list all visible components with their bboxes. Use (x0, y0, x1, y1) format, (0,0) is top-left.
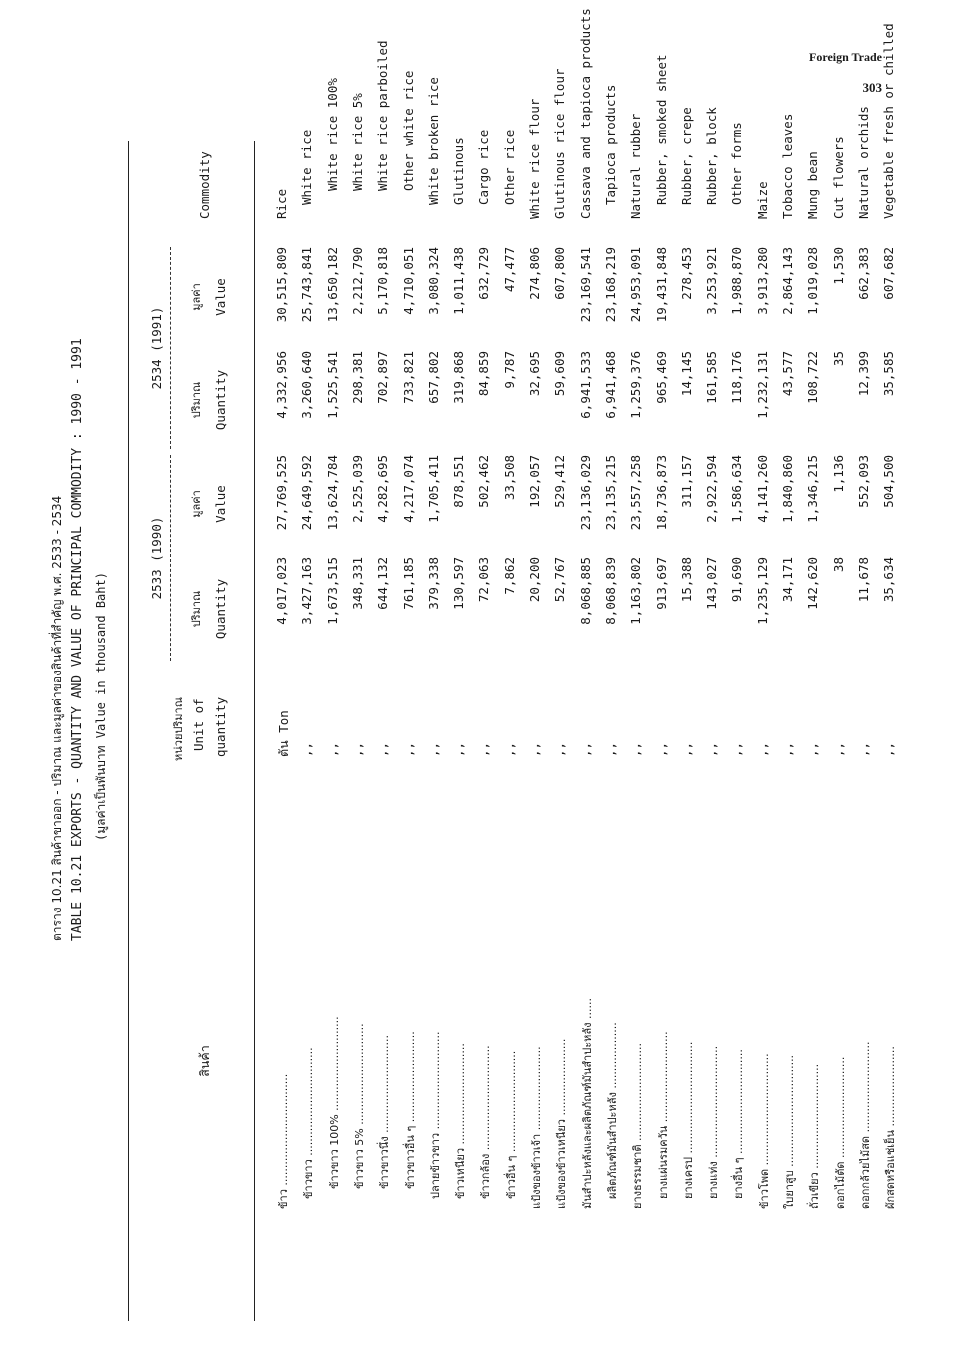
quantity-1990-cell: 1,163,802 (628, 557, 644, 625)
value-1990-cell: 18,736,873 (653, 455, 669, 531)
table-unit-note: (มูลค่าเป็นพันบาท Value in thousand Baht) (94, 572, 108, 841)
quantity-1991-cell: 657,802 (425, 351, 441, 404)
header-year-1991: 2534 (1991) (149, 306, 164, 390)
quantity-1991-cell: 298,381 (349, 351, 365, 404)
section-label: Foreign Trade (809, 50, 882, 64)
commodity-english-cell: White rice parboiled (375, 40, 391, 191)
value-1990-cell: 1,586,634 (729, 455, 745, 523)
value-1991-cell: 607,800 (552, 247, 568, 300)
unit-cell: ,, (729, 741, 745, 757)
table-row (624, 0, 649, 1361)
table-row (599, 0, 624, 1361)
quantity-1990-cell: 8,068,885 (577, 557, 593, 625)
quantity-1991-cell: 965,469 (653, 351, 669, 404)
table-row (472, 0, 497, 1361)
quantity-1990-cell: 11,678 (855, 557, 871, 603)
quantity-1991-cell: 1,259,376 (628, 351, 644, 419)
value-1990-cell: 1,136 (830, 455, 846, 493)
quantity-1991-cell: 32,695 (527, 351, 542, 397)
value-1990-cell: 1,840,860 (780, 455, 795, 523)
value-1991-cell: 1,011,438 (451, 247, 467, 315)
value-1990-cell: 13,624,784 (324, 455, 340, 531)
rule-1991 (170, 247, 171, 449)
table-row (321, 0, 346, 1361)
unit-cell: ,, (349, 741, 365, 757)
value-1990-cell: 24,649,592 (299, 455, 315, 531)
unit-cell: ,, (324, 741, 340, 757)
table-row (675, 0, 700, 1361)
quantity-1990-cell: 1,235,129 (754, 557, 770, 625)
quantity-1991-cell: 84,859 (476, 351, 492, 397)
commodity-thai-cell: ข้าวขาวนึ่ง ............................ (378, 1034, 392, 1189)
quantity-1991-cell: 59,609 (552, 351, 568, 397)
commodity-thai-cell: ข้าวขาว 5% ............................. (352, 1023, 366, 1189)
commodity-thai-cell: ยางธรรมชาติ ............................ (631, 1043, 645, 1209)
unit-cell: ,, (375, 741, 391, 757)
header-value-1991: Value (213, 278, 228, 316)
table-row (371, 0, 396, 1361)
quantity-1991-cell: 161,585 (704, 351, 720, 404)
commodity-english-cell: White rice 100% (324, 78, 340, 191)
quantity-1991-cell: 43,577 (780, 351, 795, 397)
unit-cell: ,, (527, 741, 542, 757)
quantity-1991-cell: 6,941,468 (602, 351, 618, 419)
unit-cell: ,, (855, 741, 871, 757)
commodity-english-cell: Other forms (729, 122, 745, 205)
unit-cell: ,, (754, 741, 770, 757)
value-1991-cell: 23,169,541 (577, 247, 593, 323)
commodity-english-cell: White rice 5% (349, 93, 365, 191)
quantity-1990-cell: 379,338 (425, 557, 441, 610)
table-row (397, 0, 422, 1361)
quantity-1991-cell: 118,176 (729, 351, 745, 404)
header-rule (254, 141, 255, 1321)
commodity-thai-cell: ข้าวขาว ............................... (302, 1047, 316, 1199)
table-row (751, 0, 776, 1361)
commodity-thai-cell: ดอกกล้วยไม้สด .......................... (858, 1041, 872, 1209)
value-1990-cell: 504,500 (881, 455, 897, 508)
value-1991-cell: 13,650,182 (324, 247, 340, 323)
commodity-thai-cell: ข้าว ................................ (277, 1073, 290, 1209)
quantity-1991-cell: 9,787 (501, 351, 517, 389)
value-1990-cell: 1,346,215 (805, 455, 821, 523)
quantity-1990-cell: 72,063 (476, 557, 492, 603)
commodity-english-cell: Vegetable fresh or chilled (881, 23, 897, 219)
value-1990-cell: 4,282,695 (375, 455, 391, 523)
header-quantity-1990: Quantity (213, 578, 228, 640)
quantity-1990-cell: 15,388 (678, 557, 694, 603)
header-unit-thai: หน่วยปริมาณ (172, 697, 185, 761)
table-row (422, 0, 447, 1361)
table-row (346, 0, 371, 1361)
quantity-1990-cell: 20,200 (527, 557, 542, 603)
commodity-english-cell: Tobacco leaves (780, 113, 795, 219)
value-1991-cell: 607,682 (881, 247, 897, 300)
value-1991-cell: 5,170,818 (375, 247, 391, 315)
commodity-english-cell: Glutinous rice flour (552, 68, 568, 219)
commodity-english-cell: White broken rice (425, 77, 441, 205)
value-1991-cell: 25,743,841 (299, 247, 315, 323)
table-row (270, 0, 295, 1361)
value-1991-cell: 47,477 (501, 247, 517, 293)
value-1990-cell: 878,551 (451, 455, 467, 508)
value-1990-cell: 23,135,215 (602, 455, 618, 531)
commodity-thai-cell: แป้งของข้าวเหนียว ...................... (555, 1038, 569, 1209)
unit-cell: ,, (602, 741, 618, 757)
commodity-thai-cell: ข้าวขาวอื่น ๆ .......................... (403, 1031, 417, 1189)
commodity-thai-cell: ผักสดหรือแช่เย็น ....................... (884, 1046, 898, 1209)
quantity-1990-cell: 3,427,163 (299, 557, 315, 625)
unit-cell: ,, (299, 741, 315, 757)
value-1991-cell: 274,806 (527, 247, 542, 300)
commodity-thai-cell: ข้าวอื่น ๆ ............................. (504, 1050, 518, 1199)
commodity-thai-cell: ยางเครป ................................ (681, 1041, 695, 1199)
quantity-1990-cell: 52,767 (552, 557, 568, 603)
value-1990-cell: 33,508 (501, 455, 517, 501)
unit-cell: ,, (400, 741, 416, 757)
quantity-1990-cell: 130,597 (451, 557, 467, 610)
table-row (498, 0, 523, 1361)
value-1991-cell: 4,710,051 (400, 247, 416, 315)
quantity-1991-cell: 14,145 (678, 351, 694, 397)
header-year-1990: 2533 (1990) (149, 516, 164, 600)
value-1990-cell: 2,525,039 (349, 455, 365, 523)
quantity-1990-cell: 8,068,839 (602, 557, 618, 625)
value-1991-cell: 1,530 (830, 247, 846, 285)
unit-cell: ,, (805, 741, 821, 757)
commodity-thai-cell: ข้าวเหนียว ............................. (454, 1043, 468, 1199)
value-1991-cell: 2,864,143 (780, 247, 795, 315)
value-1991-cell: 278,453 (678, 247, 694, 300)
quantity-1990-cell: 1,673,515 (324, 557, 340, 625)
value-1991-cell: 19,431,848 (653, 247, 669, 323)
table-row (801, 0, 826, 1361)
quantity-1991-cell: 108,722 (805, 351, 821, 404)
value-1991-cell: 632,729 (476, 247, 492, 300)
quantity-1991-cell: 319,868 (451, 351, 467, 404)
value-1990-cell: 192,057 (527, 455, 542, 508)
table-row (548, 0, 573, 1361)
value-1991-cell: 2,212,790 (349, 247, 365, 315)
header-quantity-thai-1990: ปริมาณ (190, 590, 203, 628)
table-row (700, 0, 725, 1361)
quantity-1991-cell: 1,232,131 (754, 351, 770, 419)
table-title-english: TABLE 10.21 EXPORTS - QUANTITY AND VALUE OF PRINCIPAL COMMODITY : 1990 - 1991 (70, 338, 85, 941)
commodity-english-cell: Mung bean (805, 151, 821, 219)
unit-cell: ,, (678, 741, 694, 757)
quantity-1991-cell: 12,399 (855, 351, 871, 397)
commodity-english-cell: White rice flour (527, 98, 542, 219)
unit-cell: ,, (501, 741, 517, 757)
quantity-1991-cell: 1,525,541 (324, 351, 340, 419)
table-row (447, 0, 472, 1361)
value-1991-cell: 24,953,091 (628, 247, 644, 323)
quantity-1990-cell: 644,132 (375, 557, 391, 610)
quantity-1990-cell: 35,634 (881, 557, 897, 603)
commodity-thai-cell: ยางแผ่นรมควัน .......................... (656, 1031, 670, 1199)
quantity-1991-cell: 702,897 (375, 351, 391, 404)
value-1991-cell: 23,168,219 (602, 247, 618, 323)
value-1990-cell: 529,412 (552, 455, 568, 508)
top-rule (128, 141, 129, 1321)
commodity-english-cell: Cut flowers (830, 136, 846, 219)
commodity-english-cell: Rice (274, 188, 289, 219)
quantity-1991-cell: 35 (830, 351, 846, 367)
table-row (574, 0, 599, 1361)
quantity-1991-cell: 3,260,640 (299, 351, 315, 419)
quantity-1991-cell: 35,585 (881, 351, 897, 397)
table-row (852, 0, 877, 1361)
table-row (523, 0, 548, 1361)
unit-cell: ,, (628, 741, 644, 757)
quantity-1990-cell: 913,697 (653, 557, 669, 610)
header-quantity-thai-1991: ปริมาณ (190, 381, 203, 419)
header-commodity-thai: สินค้า (197, 1045, 212, 1077)
unit-cell: ตัน Ton (276, 710, 291, 757)
unit-cell: ,, (780, 741, 795, 757)
commodity-english-cell: Other rice (501, 129, 517, 205)
unit-cell: ,, (476, 741, 492, 757)
commodity-english-cell: Tapioca products (602, 84, 618, 205)
quantity-1990-cell: 91,690 (729, 557, 745, 603)
commodity-thai-cell: มันสำปะหลังและผลิตภัณฑ์มันสำปะหลัง ...... (580, 998, 594, 1209)
rule-1990 (170, 455, 171, 661)
commodity-thai-cell: แป้งของข้าวเจ้า ........................ (530, 1046, 543, 1209)
quantity-1990-cell: 143,027 (704, 557, 720, 610)
header-value-thai-1991: มูลค่า (190, 283, 203, 311)
value-1991-cell: 30,515,809 (274, 247, 289, 323)
value-1991-cell: 662,383 (855, 247, 871, 300)
commodity-thai-cell: ผลิตภัณฑ์มันสำปะหลัง ................... (605, 1022, 619, 1199)
table-row (776, 0, 801, 1361)
table-title-thai: ตาราง 10.21 สินค้าขาออก - ปริมาณ และมูลค่าของสินค้าที่สำคัญ พ.ศ. 2533 - 2534 (50, 495, 64, 941)
commodity-english-cell: Natural orchids (855, 106, 871, 219)
commodity-thai-cell: ยางแท่ง ................................ (707, 1045, 721, 1199)
quantity-1990-cell: 348,331 (349, 557, 365, 610)
quantity-1990-cell: 34,171 (780, 557, 795, 603)
commodity-thai-cell: ข้าวโพด ................................ (757, 1053, 771, 1209)
unit-cell: ,, (577, 741, 593, 757)
quantity-1990-cell: 142,620 (805, 557, 821, 610)
commodity-english-cell: Rubber, crepe (678, 107, 694, 205)
table-row (725, 0, 750, 1361)
value-1991-cell: 3,253,921 (704, 247, 720, 315)
page-number: 303 (862, 80, 882, 95)
unit-cell: ,, (425, 741, 441, 757)
value-1990-cell: 23,557,258 (628, 455, 644, 531)
value-1990-cell: 311,157 (678, 455, 694, 508)
value-1991-cell: 3,080,324 (425, 247, 441, 315)
value-1990-cell: 27,769,525 (274, 455, 289, 531)
commodity-english-cell: Cassava and tapioca products (577, 8, 593, 219)
value-1990-cell: 2,922,594 (704, 455, 720, 523)
unit-cell: ,, (881, 741, 897, 757)
commodity-english-cell: Rubber, smoked sheet (653, 54, 669, 205)
table-row (877, 0, 902, 1361)
value-1991-cell: 1,019,028 (805, 247, 821, 315)
header-value-thai-1990: มูลค่า (190, 490, 203, 518)
table-row (295, 0, 320, 1361)
quantity-1991-cell: 733,821 (400, 351, 416, 404)
value-1990-cell: 4,141,260 (754, 455, 770, 523)
table-row (650, 0, 675, 1361)
unit-cell: ,, (552, 741, 568, 757)
value-1991-cell: 3,913,280 (754, 247, 770, 315)
commodity-thai-cell: ใบยาสูบ ................................ (783, 1054, 796, 1209)
quantity-1990-cell: 38 (830, 557, 846, 573)
quantity-1991-cell: 6,941,533 (577, 351, 593, 419)
commodity-thai-cell: ข้าวขาว 100% ........................... (327, 1016, 341, 1189)
table-row (827, 0, 852, 1361)
unit-cell: ,, (653, 741, 669, 757)
quantity-1990-cell: 4,017,023 (274, 557, 289, 625)
unit-cell: ,, (451, 741, 467, 757)
commodity-thai-cell: ปลายข้าวขาว ............................ (428, 1031, 442, 1199)
value-1990-cell: 502,462 (476, 455, 492, 508)
commodity-english-cell: Glutinous (451, 137, 467, 205)
commodity-english-cell: White rice (299, 129, 315, 205)
commodity-english-cell: Rubber, block (704, 107, 720, 205)
header-value-1990: Value (213, 485, 228, 523)
header-unit-line2: quantity (213, 696, 228, 757)
commodity-thai-cell: ยางอื่น ๆ .............................. (732, 1049, 746, 1199)
quantity-1990-cell: 7,862 (501, 557, 517, 595)
commodity-thai-cell: ดอกไม้ตัด ............................. (833, 1056, 847, 1209)
unit-cell: ,, (704, 741, 720, 757)
value-1990-cell: 1,705,411 (425, 455, 441, 523)
value-1991-cell: 1,988,870 (729, 247, 745, 315)
quantity-1990-cell: 761,185 (400, 557, 416, 610)
header-unit-line1: Unit of (191, 698, 206, 751)
commodity-english-cell: Cargo rice (476, 129, 492, 205)
commodity-thai-cell: ข้าวกล้อง .............................. (479, 1045, 493, 1199)
quantity-1991-cell: 4,332,956 (274, 351, 289, 419)
value-1990-cell: 23,136,029 (577, 455, 593, 531)
commodity-english-cell: Natural rubber (628, 113, 644, 219)
unit-cell: ,, (830, 741, 846, 757)
value-1990-cell: 552,093 (855, 455, 871, 508)
commodity-english-cell: Maize (754, 181, 770, 219)
value-1990-cell: 4,217,074 (400, 455, 416, 523)
header-quantity-1991: Quantity (213, 369, 228, 431)
commodity-english-cell: Other white rice (400, 70, 416, 191)
commodity-thai-cell: ถั่วเขียว .............................. (808, 1063, 822, 1209)
header-commodity-english: Commodity (197, 151, 212, 219)
